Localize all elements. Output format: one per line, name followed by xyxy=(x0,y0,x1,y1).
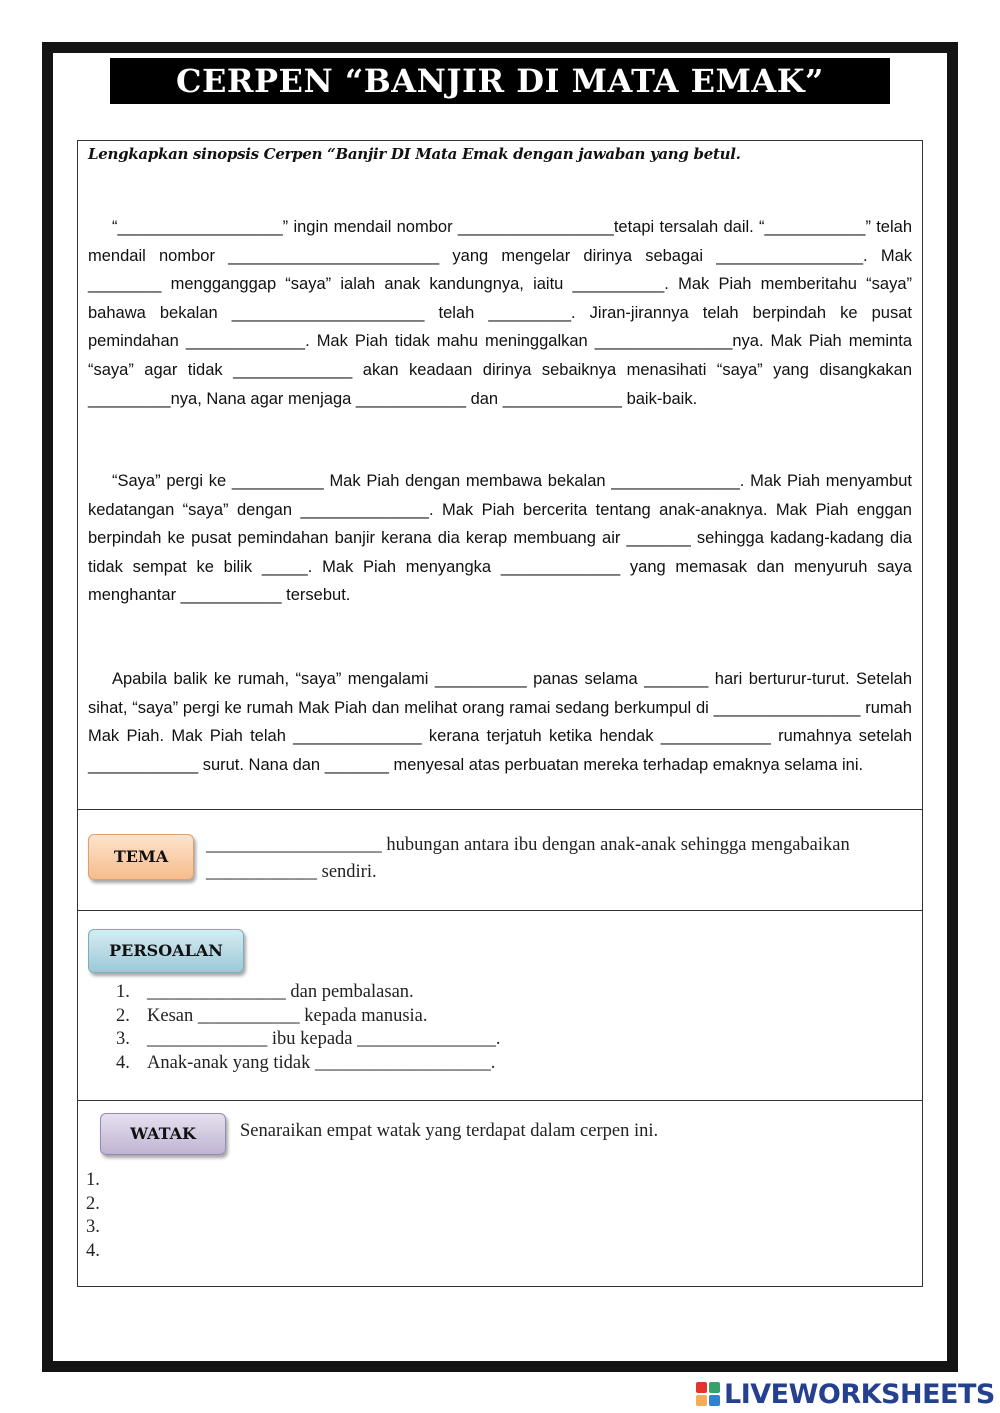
list-item[interactable]: 4. xyxy=(86,1240,100,1261)
list-item[interactable]: 3. xyxy=(86,1217,100,1237)
logo-square xyxy=(709,1382,720,1393)
liveworksheets-watermark xyxy=(696,1378,995,1410)
tema-text xyxy=(206,832,906,886)
list-item[interactable]: 1. xyxy=(86,1170,100,1190)
tema-section xyxy=(77,809,923,911)
watak-prompt: Senaraikan empat watak yang terdapat dalam cerpen ini. xyxy=(240,1121,659,1141)
persoalan-list xyxy=(116,981,501,1075)
list-item[interactable]: 2. Kesan ___________ kepada manusia. xyxy=(116,1005,428,1026)
tema-line-1[interactable]: ___________________ hubungan antara ibu dengan anak-anak sehingga mengabaikan xyxy=(206,835,850,855)
synopsis-paragraph-3[interactable]: Apabila balik ke rumah, “saya” mengalami __________ panas selama _______ hari berturur-turut. Setelah sihat, “saya” pergi ke rumah Mak Piah dan melihat orang ramai sedang berkumpul di ________________ rumah Mak Piah. Mak Piah telah ______________ kerana terjatuh ketika hendak ____________ rumahnya setelah ____________ surut. Nana dan _______ menyesal atas perbuatan mereka terhadap emaknya selama ini. xyxy=(88,670,912,774)
list-item[interactable]: 1. _______________ dan pembalasan. xyxy=(116,982,414,1002)
logo-square xyxy=(709,1395,720,1406)
logo-square xyxy=(696,1395,707,1406)
list-item[interactable]: 3. _____________ ibu kepada _______________. xyxy=(116,1029,501,1049)
watak-badge: WATAK xyxy=(100,1113,226,1155)
tema-line-2[interactable]: ____________ sendiri. xyxy=(206,862,377,882)
list-item[interactable]: 2. xyxy=(86,1193,100,1214)
liveworksheets-logo-icon xyxy=(696,1382,720,1406)
synopsis-instruction: Lengkapkan sinopsis Cerpen “Banjir DI Mata Emak dengan jawaban yang betul. xyxy=(88,145,741,163)
synopsis-paragraph-1[interactable]: “__________________” ingin mendail nombor _________________tetapi tersalah dail. “___________” telah mendail nombor _______________________ yang mengelar dirinya sebagai ________________. Mak ________ mengganggap “saya” ialah anak kandungnya, iaitu __________. Mak Piah memberitahu “saya” bahawa bekalan _____________________ telah _________. Jiran-jirannya telah berpindah ke pusat pemindahan _____________. Mak Piah tidak mahu meninggalkan _______________nya. Mak Piah meminta “saya” agar tidak _____________ akan keadaan dirinya sebaiknya menasihati “saya” yang disangkakan _________nya, Nana agar menjaga ____________ dan _____________ baik-baik. xyxy=(88,218,912,408)
persoalan-badge: PERSOALAN xyxy=(88,929,244,973)
synopsis-section xyxy=(77,140,923,810)
list-item[interactable]: 4. Anak-anak yang tidak ___________________. xyxy=(116,1052,496,1073)
synopsis-paragraph-2[interactable]: “Saya” pergi ke __________ Mak Piah dengan membawa bekalan ______________. Mak Piah menyambut kedatangan “saya” dengan ______________. Mak Piah bercerita tentang anak-anaknya. Mak Piah enggan berpindah ke pusat pemindahan banjir kerana dia kerap membuang air _______ sehingga kadang-kadang dia tidak sempat ke bilik _____. Mak Piah menyangka _____________ yang memasak dan menyuruh saya menghantar ___________ tersebut. xyxy=(88,472,912,605)
logo-square xyxy=(696,1382,707,1393)
page-title: CERPEN “BANJIR DI MATA EMAK” xyxy=(110,58,890,104)
persoalan-section xyxy=(77,910,923,1101)
watak-section xyxy=(77,1100,923,1287)
watak-list xyxy=(86,1169,100,1263)
watermark-text: LIVEWORKSHEETS xyxy=(724,1378,995,1410)
tema-badge: TEMA xyxy=(88,834,194,880)
